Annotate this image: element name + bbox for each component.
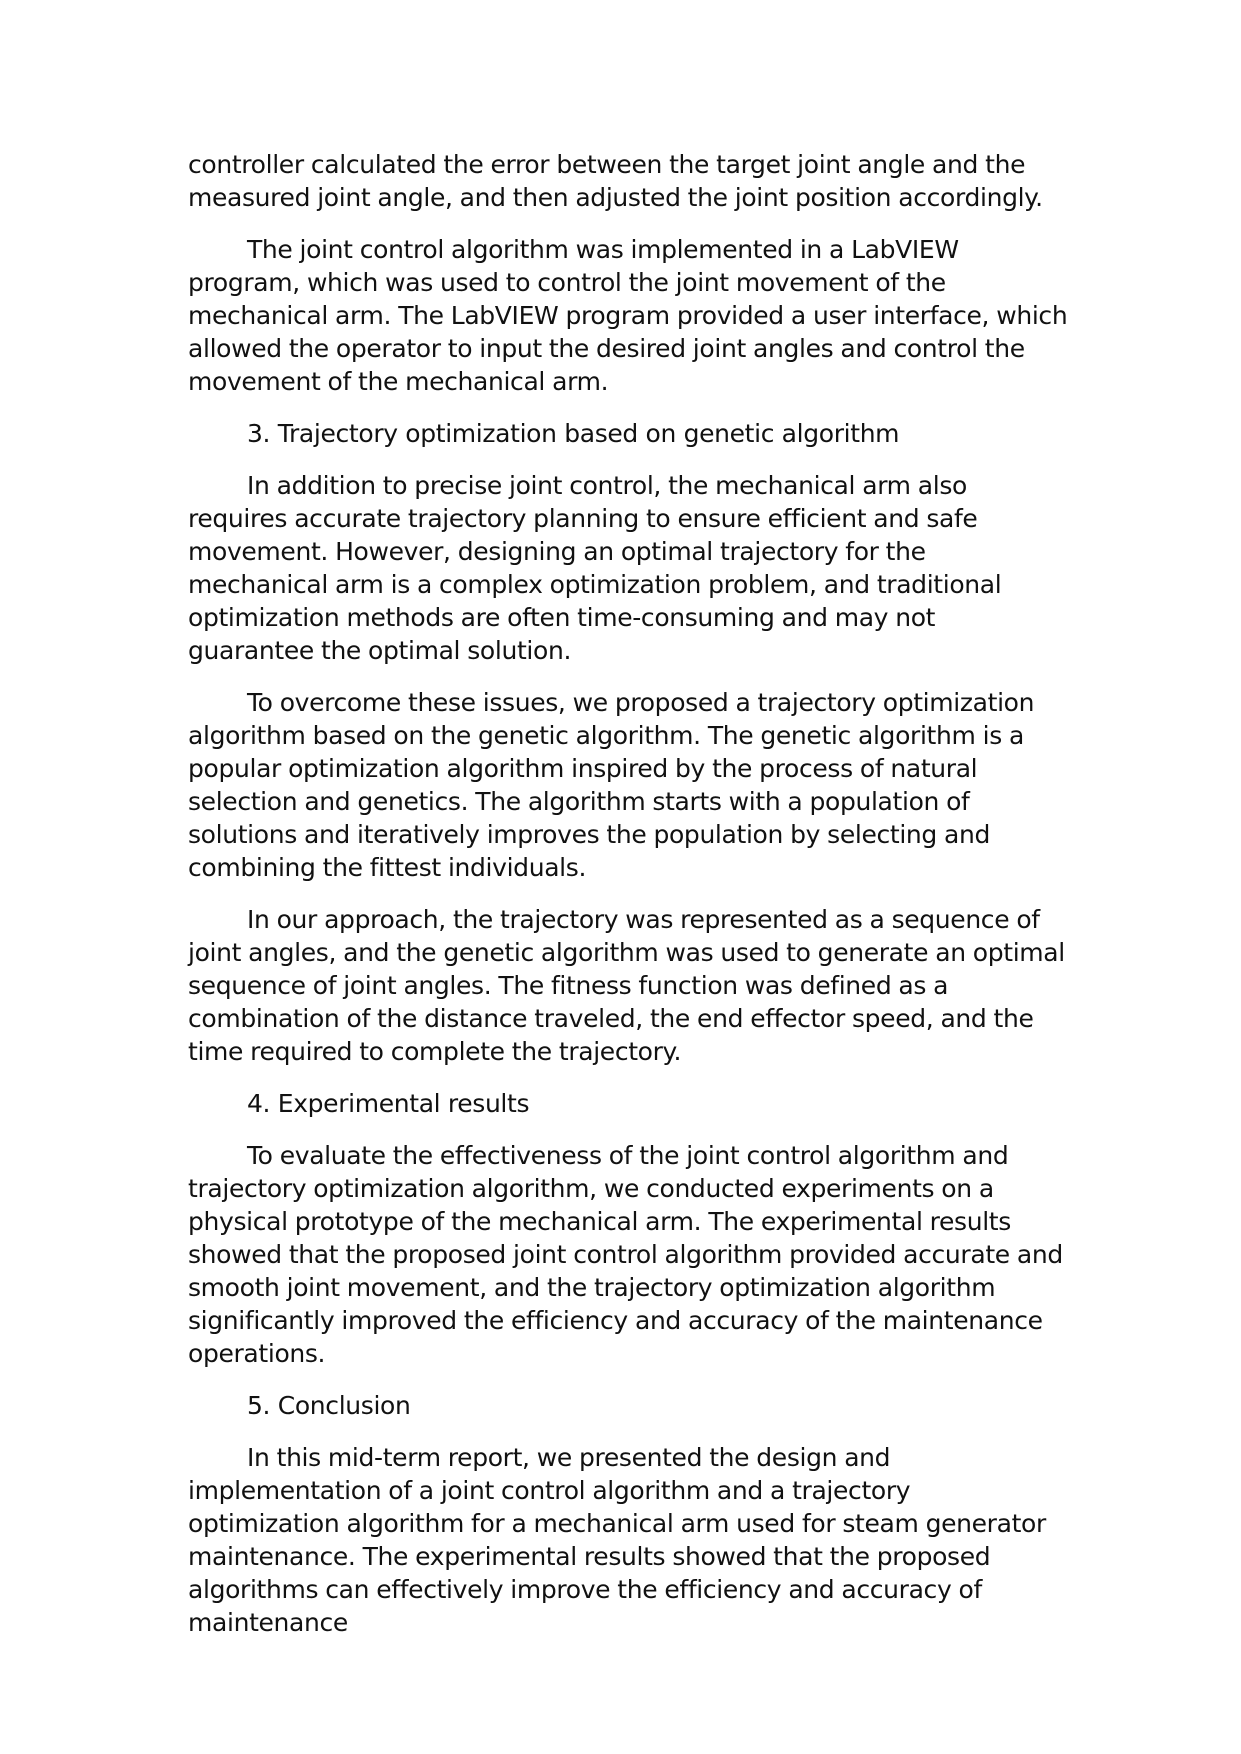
paragraph-trajectory-planning: In addition to precise joint control, the mechanical arm also requires accurate trajectory planning to ensure efficient and safe movement. However, designing an optimal trajectory for the mechanical arm is a complex optimization problem, and traditional optimization methods are often time-consuming and may not guarantee the optimal solution. bbox=[188, 471, 1002, 665]
paragraph-continuation: controller calculated the error between the target joint angle and the measured joint angle, and then adjusted the joint position accordingly. bbox=[188, 150, 1043, 212]
paragraph-experiments: To evaluate the effectiveness of the joint control algorithm and trajectory optimization algorithm, we conducted experiments on a physical prototype of the mechanical arm. The experimental results showed that the proposed joint control algorithm provided accurate and smooth joint movement, and the trajectory optimization algorithm significantly improved the efficiency and accuracy of the maintenance operations. bbox=[188, 1141, 1063, 1368]
section-heading-trajectory-optimization: 3. Trajectory optimization based on genetic algorithm bbox=[247, 419, 900, 448]
section-heading-conclusion: 5. Conclusion bbox=[247, 1391, 411, 1420]
document-page bbox=[188, 148, 1068, 1658]
paragraph-genetic-algorithm: To overcome these issues, we proposed a trajectory optimization algorithm based on the genetic algorithm. The genetic algorithm is a popular optimization algorithm inspired by the process of natural selection and genetics. The algorithm starts with a population of solutions and iteratively improves the population by selecting and combining the fittest individuals. bbox=[188, 688, 1035, 882]
paragraph-conclusion: In this mid-term report, we presented the design and implementation of a joint control algorithm and a trajectory optimization algorithm for a mechanical arm used for steam generator maintenance. The experimental results showed that the proposed algorithms can effectively improve the efficiency and accuracy of maintenance bbox=[188, 1443, 1046, 1637]
paragraph-labview: The joint control algorithm was implemented in a LabVIEW program, which was used to control the joint movement of the mechanical arm. The LabVIEW program provided a user interface, which allowed the operator to input the desired joint angles and control the movement of the mechanical arm. bbox=[188, 235, 1068, 396]
section-heading-experimental-results: 4. Experimental results bbox=[247, 1089, 530, 1118]
paragraph-approach: In our approach, the trajectory was represented as a sequence of joint angles, and the genetic algorithm was used to generate an optimal sequence of joint angles. The fitness function was defined as a combination of the distance traveled, the end effector speed, and the time required to complete the trajectory. bbox=[188, 905, 1065, 1066]
